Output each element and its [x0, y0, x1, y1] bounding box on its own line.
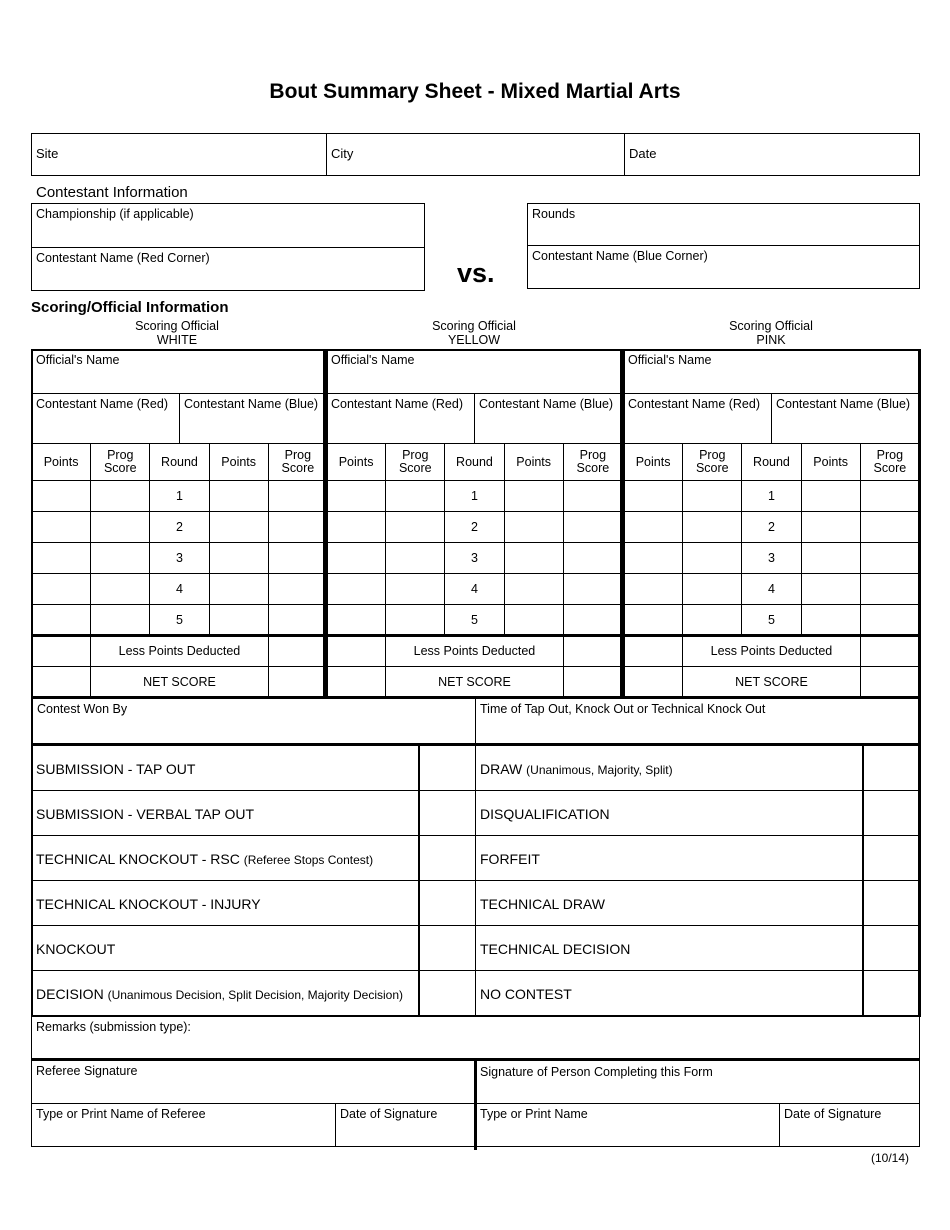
date-label: Date: [629, 146, 657, 161]
person-signature-label: Signature of Person Completing this Form: [480, 1065, 713, 1079]
outcome-checkbox[interactable]: [419, 925, 476, 971]
points-header: Points: [327, 444, 386, 481]
net-score-label: NET SCORE: [683, 667, 861, 697]
scoring-grid-pink: [623, 349, 920, 697]
outcome-checkbox[interactable]: [863, 880, 920, 926]
red-prog-score-cell[interactable]: [683, 481, 742, 512]
red-points-cell[interactable]: [624, 543, 683, 574]
red-prog-score-cell[interactable]: [386, 512, 445, 543]
prog-score-header: Prog Score: [386, 444, 445, 481]
red-net-score-cell[interactable]: [624, 667, 683, 697]
print-name-label: Type or Print Name: [480, 1107, 588, 1121]
site-label: Site: [36, 146, 59, 161]
blue-points-cell[interactable]: [801, 574, 860, 605]
points-header: Points: [32, 444, 91, 481]
scoring-section-title: Scoring/Official Information: [31, 299, 229, 316]
officials-name-cell[interactable]: [624, 350, 920, 394]
red-points-cell[interactable]: [624, 512, 683, 543]
date-of-signature-label: Date of Signature: [340, 1107, 438, 1121]
blue-prog-score-cell[interactable]: [860, 574, 919, 605]
red-prog-score-cell[interactable]: [386, 605, 445, 636]
outcome-label: [36, 896, 261, 912]
championship-label: Championship (if applicable): [36, 207, 194, 221]
contestant-red-label: Contestant Name (Red): [331, 397, 464, 411]
blue-points-cell[interactable]: [504, 605, 563, 636]
contestant-blue-cell[interactable]: [475, 394, 622, 443]
blue-prog-score-cell[interactable]: [268, 574, 327, 605]
divider: [323, 349, 328, 698]
red-net-score-cell[interactable]: [32, 667, 91, 697]
official-color: WHITE: [156, 333, 198, 347]
less-points-label: Less Points Deducted: [683, 636, 861, 667]
outcome-option-left: [31, 970, 420, 1016]
remarks-field[interactable]: [31, 1016, 920, 1060]
blue-points-cell[interactable]: [504, 481, 563, 512]
outcome-main: SUBMISSION - TAP OUT: [36, 760, 196, 777]
outcome-option-left: [31, 835, 420, 881]
red-points-cell[interactable]: [327, 512, 386, 543]
round-header: Round: [150, 444, 209, 481]
red-points-cell[interactable]: [624, 481, 683, 512]
blue-prog-score-cell[interactable]: [563, 605, 622, 636]
outcome-checkbox[interactable]: [863, 745, 920, 791]
points-header: Points: [504, 444, 563, 481]
remarks-label: Remarks (submission type):: [36, 1020, 191, 1034]
round-number: 2: [445, 512, 504, 543]
red-points-cell[interactable]: [32, 574, 91, 605]
round-number: 3: [445, 543, 504, 574]
city-label: City: [331, 146, 354, 161]
prog-score-header: Prog Score: [860, 444, 919, 481]
divider: [474, 1060, 477, 1150]
divider: [31, 634, 920, 637]
rounds-field[interactable]: [527, 203, 920, 246]
contest-won-by-label: Contest Won By: [37, 702, 128, 716]
outcome-option-left: [31, 745, 420, 791]
blue-net-score-cell[interactable]: [860, 667, 919, 697]
red-prog-score-cell[interactable]: [386, 574, 445, 605]
blue-prog-score-cell[interactable]: [268, 512, 327, 543]
red-net-score-cell[interactable]: [327, 667, 386, 697]
less-points-label: Less Points Deducted: [386, 636, 564, 667]
outcome-checkbox[interactable]: [419, 745, 476, 791]
blue-prog-score-cell[interactable]: [860, 605, 919, 636]
date-field[interactable]: [624, 133, 920, 176]
outcome-option-right: [475, 835, 864, 881]
contestant-blue-label: Contestant Name (Blue): [184, 397, 319, 411]
red-points-cell[interactable]: [624, 605, 683, 636]
contestant-blue-label: Contestant Name (Blue): [776, 397, 911, 411]
championship-field[interactable]: [31, 203, 425, 248]
contestant-blue-label: Contestant Name (Blue): [479, 397, 614, 411]
contestant-blue-cell[interactable]: [772, 394, 919, 443]
outcome-checkbox[interactable]: [419, 970, 476, 1016]
outcome-checkbox[interactable]: [863, 790, 920, 836]
red-prog-score-cell[interactable]: [683, 512, 742, 543]
blue-net-score-cell[interactable]: [563, 667, 622, 697]
official-color: YELLOW: [447, 333, 501, 347]
red-prog-score-cell[interactable]: [683, 543, 742, 574]
blue-prog-score-cell[interactable]: [563, 543, 622, 574]
contest-won-by-field[interactable]: [31, 697, 476, 745]
round-number: 1: [742, 481, 801, 512]
divider: [862, 745, 864, 1017]
blue-deducted-cell[interactable]: [563, 636, 622, 667]
blue-prog-score-cell[interactable]: [268, 605, 327, 636]
date-of-signature-2-label: Date of Signature: [784, 1107, 882, 1121]
blue-points-cell[interactable]: [209, 574, 268, 605]
outcome-option-right: [475, 790, 864, 836]
outcome-label: [36, 941, 115, 957]
round-number: 4: [742, 574, 801, 605]
red-prog-score-cell[interactable]: [683, 605, 742, 636]
outcome-label: [36, 986, 403, 1002]
revision-label: (10/14): [871, 1151, 910, 1165]
blue-prog-score-cell[interactable]: [563, 512, 622, 543]
contestant-red-label: Contestant Name (Red): [36, 397, 169, 411]
outcome-note: (Referee Stops Contest): [243, 852, 374, 867]
rounds-label: Rounds: [532, 207, 576, 221]
red-prog-score-cell[interactable]: [386, 481, 445, 512]
referee-signature-field[interactable]: [31, 1060, 476, 1104]
outcome-label: [480, 761, 673, 777]
round-number: 3: [150, 543, 209, 574]
round-header: Round: [445, 444, 504, 481]
contestant-section-title: Contestant Information: [36, 184, 188, 201]
red-prog-score-cell[interactable]: [683, 574, 742, 605]
outcome-label: [480, 806, 610, 822]
blue-prog-score-cell[interactable]: [268, 543, 327, 574]
referee-print-label: Type or Print Name of Referee: [36, 1107, 206, 1121]
red-prog-score-cell[interactable]: [386, 543, 445, 574]
prog-score-header: Prog Score: [683, 444, 742, 481]
blue-net-score-cell[interactable]: [268, 667, 327, 697]
print-name-field[interactable]: [475, 1103, 780, 1147]
red-points-cell[interactable]: [327, 605, 386, 636]
officials-name-label: Official's Name: [36, 353, 120, 367]
official-white-heading: [96, 319, 258, 347]
blue-prog-score-cell[interactable]: [860, 481, 919, 512]
red-prog-score-cell[interactable]: [91, 574, 150, 605]
outcome-option-right: [475, 925, 864, 971]
date-of-signature-2-field[interactable]: [779, 1103, 920, 1147]
referee-print-field[interactable]: [31, 1103, 336, 1147]
round-number: 3: [742, 543, 801, 574]
red-points-cell[interactable]: [32, 543, 91, 574]
blue-prog-score-cell[interactable]: [268, 481, 327, 512]
points-header: Points: [624, 444, 683, 481]
contestant-red-label: Contestant Name (Red): [628, 397, 761, 411]
red-prog-score-cell[interactable]: [91, 512, 150, 543]
red-points-cell[interactable]: [32, 605, 91, 636]
net-score-label: NET SCORE: [386, 667, 564, 697]
outcome-note: (Unanimous, Majority, Split): [526, 762, 673, 777]
contestant-red-cell[interactable]: [624, 394, 772, 443]
red-deducted-cell[interactable]: [32, 636, 91, 667]
outcome-label: [480, 896, 605, 912]
red-corner-label: Contestant Name (Red Corner): [36, 251, 210, 265]
outcome-main: KNOCKOUT: [36, 940, 116, 957]
blue-points-cell[interactable]: [504, 574, 563, 605]
divider: [620, 349, 625, 698]
outcome-checkbox[interactable]: [419, 880, 476, 926]
outcome-main: SUBMISSION - VERBAL TAP OUT: [36, 805, 255, 822]
city-field[interactable]: [326, 133, 625, 176]
referee-signature-label: Referee Signature: [36, 1064, 138, 1078]
outcome-main: DISQUALIFICATION: [480, 805, 610, 822]
outcome-main: FORFEIT: [480, 850, 540, 867]
officials-name-label: Official's Name: [628, 353, 712, 367]
official-caption: Scoring Official: [135, 319, 219, 333]
divider: [418, 745, 420, 1017]
round-number: 4: [445, 574, 504, 605]
outcome-option-left: [31, 925, 420, 971]
prog-score-header: Prog Score: [268, 444, 327, 481]
blue-corner-label: Contestant Name (Blue Corner): [532, 249, 708, 263]
blue-prog-score-cell[interactable]: [563, 574, 622, 605]
blue-points-cell[interactable]: [209, 605, 268, 636]
blue-points-cell[interactable]: [209, 512, 268, 543]
date-of-signature-field[interactable]: [335, 1103, 476, 1147]
round-number: 1: [445, 481, 504, 512]
outcome-checkbox[interactable]: [419, 790, 476, 836]
outcome-label: [480, 986, 572, 1002]
official-pink-heading: [690, 319, 852, 347]
red-points-cell[interactable]: [32, 512, 91, 543]
time-of-label: Time of Tap Out, Knock Out or Technical Knock Out: [480, 702, 766, 716]
outcome-main: TECHNICAL KNOCKOUT - INJURY: [36, 895, 261, 912]
red-deducted-cell[interactable]: [624, 636, 683, 667]
red-points-cell[interactable]: [327, 574, 386, 605]
scoring-grid-yellow: [326, 349, 623, 697]
outcome-checkbox[interactable]: [863, 970, 920, 1016]
time-of-field[interactable]: [475, 697, 921, 745]
blue-prog-score-cell[interactable]: [860, 512, 919, 543]
round-number: 5: [742, 605, 801, 636]
round-number: 2: [742, 512, 801, 543]
outcome-label: [36, 806, 254, 822]
blue-prog-score-cell[interactable]: [860, 543, 919, 574]
red-prog-score-cell[interactable]: [91, 481, 150, 512]
outcome-note: (Unanimous Decision, Split Decision, Majority Decision): [107, 987, 404, 1002]
contestant-blue-cell[interactable]: [180, 394, 327, 443]
blue-deducted-cell[interactable]: [860, 636, 919, 667]
round-number: 5: [445, 605, 504, 636]
red-prog-score-cell[interactable]: [91, 543, 150, 574]
red-deducted-cell[interactable]: [327, 636, 386, 667]
blue-deducted-cell[interactable]: [268, 636, 327, 667]
blue-points-cell[interactable]: [801, 512, 860, 543]
outcome-checkbox[interactable]: [863, 835, 920, 881]
outcome-checkbox[interactable]: [419, 835, 476, 881]
blue-points-cell[interactable]: [209, 543, 268, 574]
blue-corner-field[interactable]: [527, 245, 920, 289]
prog-score-header: Prog Score: [563, 444, 622, 481]
outcome-option-left: [31, 790, 420, 836]
round-number: 5: [150, 605, 209, 636]
outcome-label: [480, 851, 540, 867]
outcome-main: TECHNICAL DECISION: [480, 940, 631, 957]
officials-name-cell[interactable]: [327, 350, 623, 394]
page-title: Bout Summary Sheet - Mixed Martial Arts: [269, 80, 681, 103]
red-points-cell[interactable]: [327, 543, 386, 574]
contestant-red-cell[interactable]: [32, 394, 180, 443]
outcome-label: [36, 761, 195, 777]
round-number: 1: [150, 481, 209, 512]
red-points-cell[interactable]: [32, 481, 91, 512]
officials-name-label: Official's Name: [331, 353, 415, 367]
person-signature-field[interactable]: [475, 1060, 920, 1104]
round-header: Round: [742, 444, 801, 481]
outcome-option-right: [475, 970, 864, 1016]
blue-points-cell[interactable]: [504, 543, 563, 574]
prog-score-header: Prog Score: [91, 444, 150, 481]
outcome-main: DECISION: [36, 985, 104, 1002]
official-yellow-heading: [393, 319, 555, 347]
contestant-red-cell[interactable]: [327, 394, 475, 443]
outcome-main: TECHNICAL DRAW: [480, 895, 605, 912]
blue-prog-score-cell[interactable]: [563, 481, 622, 512]
outcome-label: [36, 851, 373, 867]
outcome-option-left: [31, 880, 420, 926]
blue-points-cell[interactable]: [504, 512, 563, 543]
blue-points-cell[interactable]: [801, 543, 860, 574]
official-caption: Scoring Official: [729, 319, 813, 333]
blue-points-cell[interactable]: [801, 481, 860, 512]
points-header: Points: [801, 444, 860, 481]
points-header: Points: [209, 444, 268, 481]
red-prog-score-cell[interactable]: [91, 605, 150, 636]
site-field[interactable]: [31, 133, 327, 176]
outcome-main: NO CONTEST: [480, 985, 572, 1002]
official-color: PINK: [756, 333, 786, 347]
officials-name-cell[interactable]: [32, 350, 328, 394]
vs-label: vs.: [457, 258, 495, 288]
less-points-label: Less Points Deducted: [91, 636, 269, 667]
red-points-cell[interactable]: [327, 481, 386, 512]
scoring-grid-white: [31, 349, 328, 697]
red-corner-field[interactable]: [31, 247, 425, 291]
net-score-label: NET SCORE: [91, 667, 269, 697]
round-number: 4: [150, 574, 209, 605]
red-points-cell[interactable]: [624, 574, 683, 605]
blue-points-cell[interactable]: [209, 481, 268, 512]
outcome-main: DRAW: [480, 760, 523, 777]
blue-points-cell[interactable]: [801, 605, 860, 636]
outcome-option-right: [475, 745, 864, 791]
outcome-label: [480, 941, 630, 957]
official-caption: Scoring Official: [432, 319, 516, 333]
outcome-option-right: [475, 880, 864, 926]
outcome-checkbox[interactable]: [863, 925, 920, 971]
outcome-main: TECHNICAL KNOCKOUT - RSC: [36, 850, 240, 867]
round-number: 2: [150, 512, 209, 543]
